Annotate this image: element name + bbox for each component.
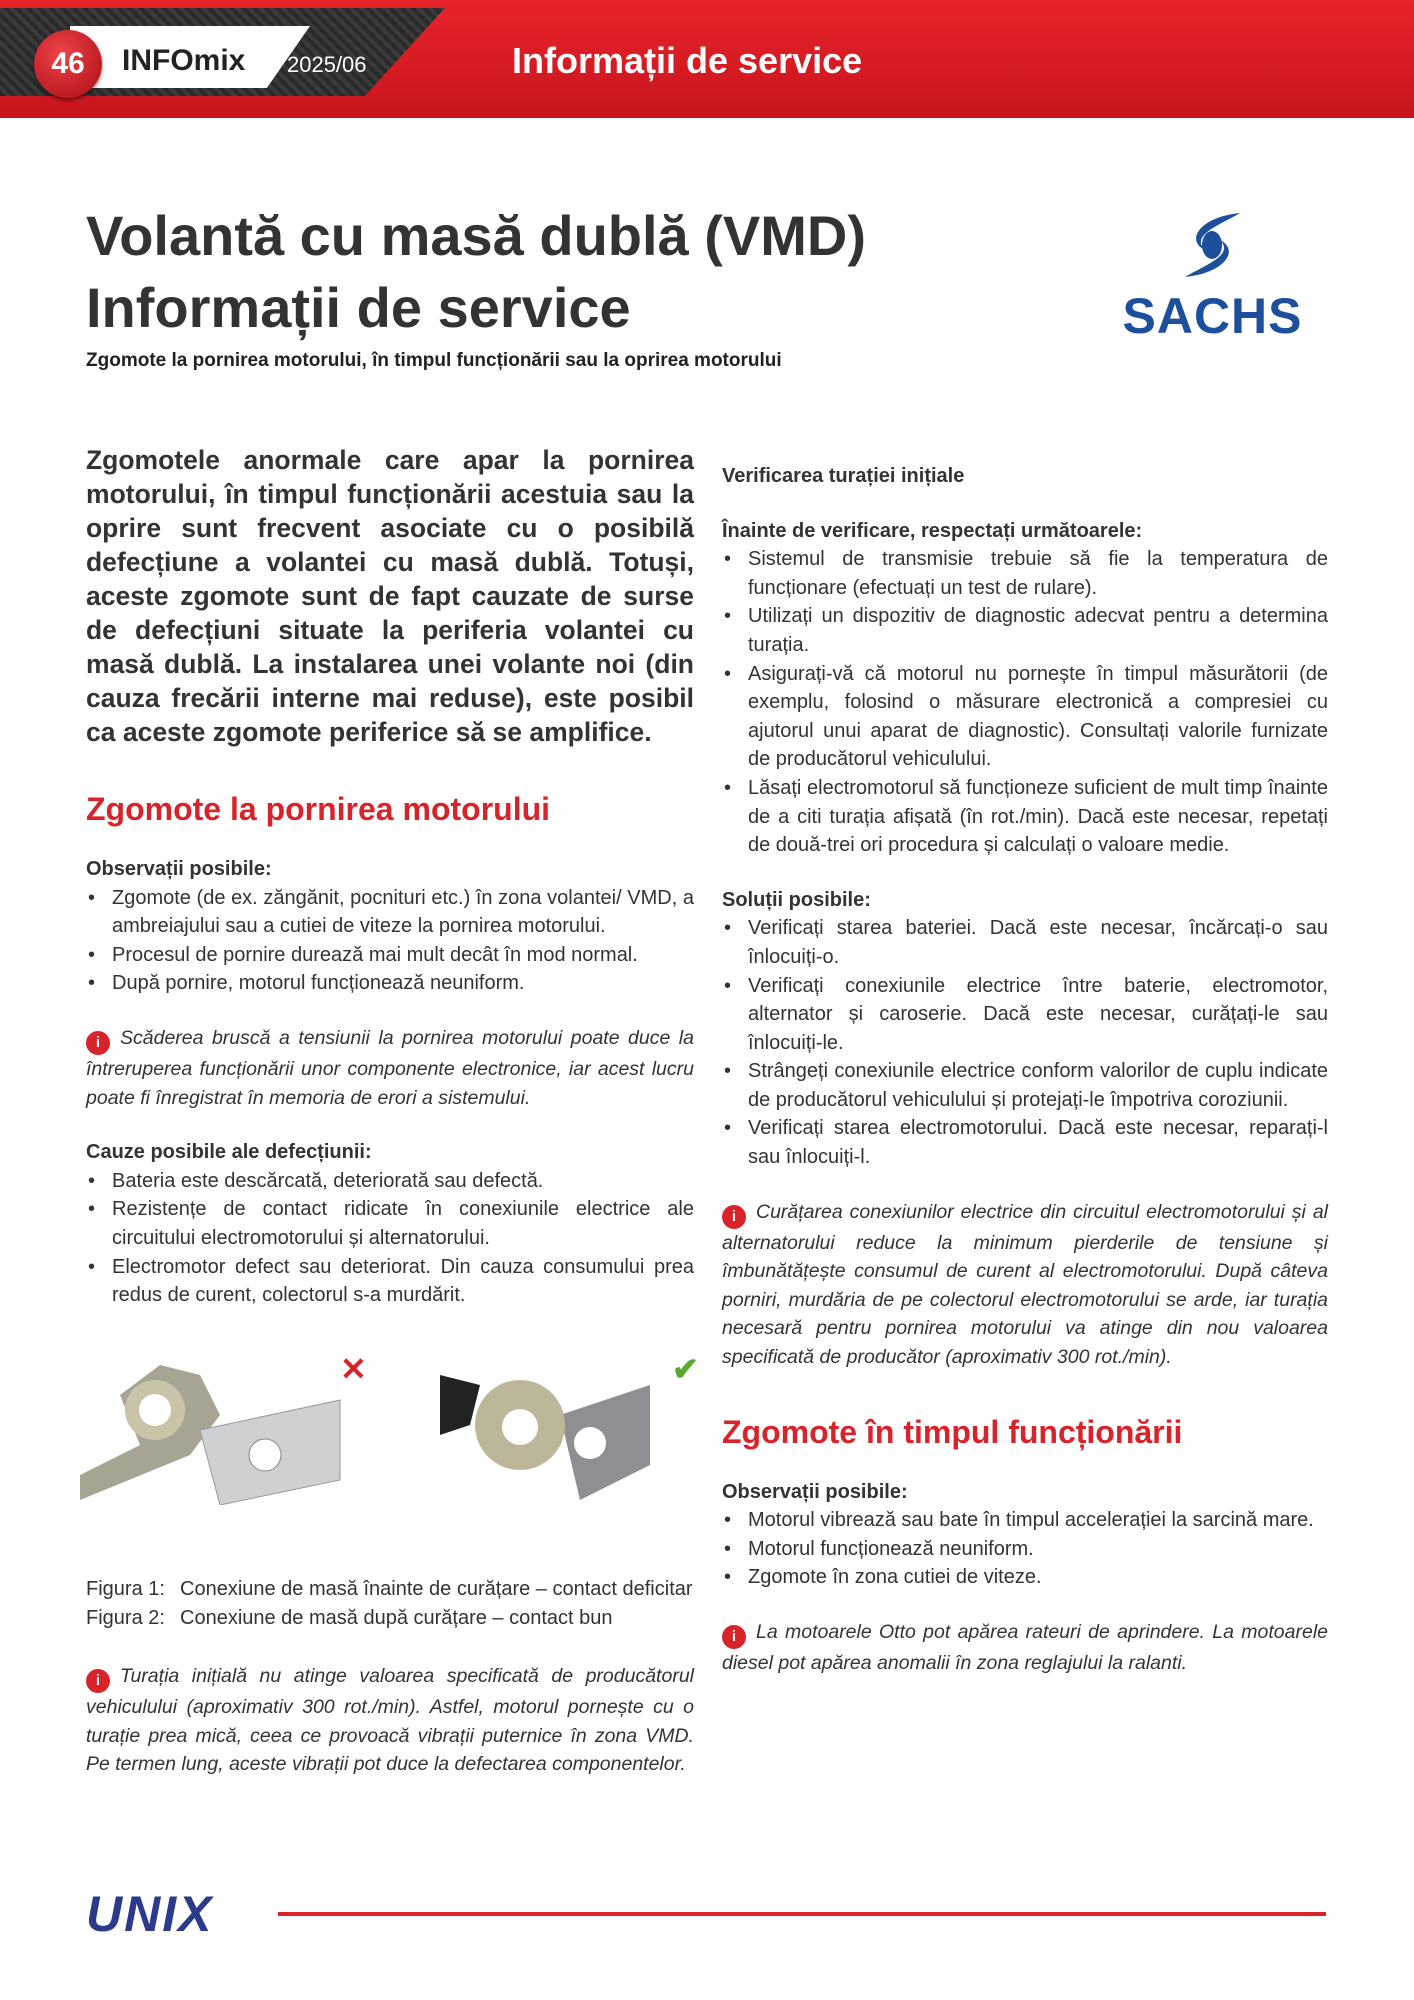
causes-label: Cauze posibile ale defecțiunii: [86, 1141, 372, 1164]
list-item: • Verificați conexiunile electrice între baterie, electromotor, alternator și caroserie. Dacă este necesar, curățați-le sau înlocuiți-le. [722, 972, 1328, 1058]
info-icon: i [722, 1205, 746, 1229]
note-text: La motoarele Otto pot apărea rateuri de aprindere. La motoarele diesel pot apărea anomalii în zona reglajului la ralanti. [722, 1621, 1328, 1674]
causes-list [86, 1167, 694, 1310]
list-item: • Verificați starea bateriei. Dacă este necesar, încărcați-o sau înlocuiți-o. [722, 914, 1328, 971]
issue-date: 2025/06 [287, 52, 367, 77]
list-item: • Motorul vibrează sau bate în timpul accelerației la sarcină mare. [722, 1506, 1328, 1535]
info-icon: i [722, 1625, 746, 1649]
title-line-2: Informații de service [86, 276, 631, 339]
info-note [86, 1662, 694, 1779]
list-item: • Electromotor defect sau deteriorat. Din cauza consumului prea redus de curent, colectorul s-a murdărit. [86, 1253, 694, 1310]
cross-icon: ✕ [340, 1351, 367, 1387]
solutions-label: Soluții posibile: [722, 888, 871, 911]
section-title: Informații de service [512, 40, 863, 81]
section-heading-startup: Zgomote la pornirea motorului [86, 791, 551, 827]
check-heading: Verificarea turației inițiale [722, 465, 965, 487]
observations-label: Observații posibile: [722, 1480, 908, 1503]
list-item: • Strângeți conexiunile electrice conform valorilor de cuplu indicate de producătorul vehiculului și protejați-le împotriva coroziunii. [722, 1057, 1328, 1114]
page-number: 46 [34, 30, 102, 98]
info-icon: i [86, 1669, 110, 1693]
list-item: • Rezistențe de contact ridicate în conexiunile electrice ale circuitului electromotorului și alternatorului. [86, 1195, 694, 1252]
list-item: • Verificați starea electromotorului. Dacă este necesar, reparați-l sau înlocuiți-l. [722, 1114, 1328, 1171]
unix-logo: UNIX [86, 1886, 214, 1942]
magazine-name: INFOmix [122, 44, 246, 77]
before-list [722, 545, 1328, 860]
info-note [722, 1618, 1328, 1678]
figure-2-photo [440, 1365, 700, 1515]
footer-divider [278, 1912, 1326, 1916]
observations-list [722, 1506, 1328, 1592]
intro-paragraph: Zgomotele anormale care apar la pornirea motorului, în timpul funcționării acestuia sau la oprire sunt frecvent asociate cu o posibilă defecțiune a volantei cu masă dublă. Totuși, aceste zgomote sunt de fapt cauzate de surse de defecțiuni situate la periferia volantei cu masă dublă. La instalarea unei volante noi (din cauza frecării interne mai reduse), este posibil ca aceste zgomote periferice să se amplifice. [86, 445, 694, 747]
list-item: • Motorul funcționează neuniform. [722, 1535, 1328, 1564]
note-text: Turația inițială nu atinge valoarea specificată de producătorul vehiculului (aproximativ 300 rot./min). Astfel, motorul pornește cu o turație prea mică, ceea ce provoacă vibrații puternice în zona VMD. Pe termen lung, aceste vibrații pot duce la defectarea componentelor. [86, 1665, 694, 1776]
list-item: • Zgomote (de ex. zăngănit, pocnituri etc.) în zona volantei/ VMD, a ambreiajului sau a cutiei de viteze la pornirea motorului. [86, 884, 694, 941]
caption-label: Figura 2: [86, 1606, 165, 1629]
list-item: • Asigurați-vă că motorul nu pornește în timpul măsurătorii (de exemplu, folosind o măsurare electronică a compresiei cu ajutorul unui aparat de diagnostic). Consultați valorile furnizate de producătorul vehiculului. [722, 660, 1328, 774]
caption-text: Conexiune de masă înainte de curățare – contact deficitar [180, 1578, 693, 1600]
right-column [722, 462, 1328, 1678]
figure-captions [86, 1575, 694, 1779]
sachs-emblem-icon [1090, 205, 1335, 285]
page-title [86, 200, 866, 344]
info-note [722, 1198, 1328, 1372]
info-note [86, 1024, 694, 1112]
before-label: Înainte de verificare, respectați următoarele: [722, 519, 1143, 542]
checkmark-icon: ✔ [672, 1351, 699, 1387]
page-header [0, 0, 1414, 125]
page-subtitle: Zgomote la pornirea motorului, în timpul funcționării sau la oprirea motorului [86, 350, 782, 371]
figure-1-photo [80, 1355, 340, 1505]
observations-list [86, 884, 694, 998]
figure-2-caption [86, 1604, 694, 1633]
title-line-1: Volantă cu masă dublă (VMD) [86, 204, 866, 267]
info-icon: i [86, 1031, 110, 1055]
caption-text: Conexiune de masă după curățare – contact bun [180, 1606, 613, 1629]
list-item: • Procesul de pornire durează mai mult decât în mod normal. [86, 941, 694, 970]
sachs-wordmark: SACHS [1122, 288, 1303, 344]
list-item: • După pornire, motorul funcționează neuniform. [86, 969, 694, 998]
figure-1-caption [86, 1575, 694, 1604]
observations-label: Observații posibile: [86, 858, 272, 880]
caption-label: Figura 1: [86, 1578, 165, 1600]
list-item: • Utilizați un dispozitiv de diagnostic adecvat pentru a determina turația. [722, 602, 1328, 659]
note-text: Scăderea bruscă a tensiunii la pornirea motorului poate duce la întreruperea funcționării unor componente electronice, iar acest lucru poate fi înregistrat în memoria de erori a sistemului. [86, 1026, 694, 1109]
list-item: • Sistemul de transmisie trebuie să fie la temperatura de funcționare (efectuați un test de rulare). [722, 545, 1328, 602]
left-column [86, 443, 694, 1310]
note-text: Curățarea conexiunilor electrice din circuitul electromotorului și al alternatorului reduce la minimum pierderile de tensiune și îmbunătățește consumul de curent al electromotorului. După câteva porniri, murdăria de pe colectorul electromotorului se arde, iar turația necesară pentru pornirea motorului va atinge din nou valoarea specificată de producător (aproximativ 300 rot./min). [722, 1200, 1328, 1369]
solutions-list [722, 914, 1328, 1171]
sachs-logo [1090, 205, 1335, 345]
section-heading-operation: Zgomote în timpul funcționării [722, 1413, 1183, 1450]
list-item: • Zgomote în zona cutiei de viteze. [722, 1563, 1328, 1592]
list-item: • Bateria este descărcată, deteriorată sau defectă. [86, 1167, 694, 1196]
list-item: • Lăsați electromotorul să funcționeze suficient de mult timp înainte de a citi turația afișată (în rot./min). Dacă este necesar, repetați de două-trei ori procedura și calculați o valoare medie. [722, 774, 1328, 860]
